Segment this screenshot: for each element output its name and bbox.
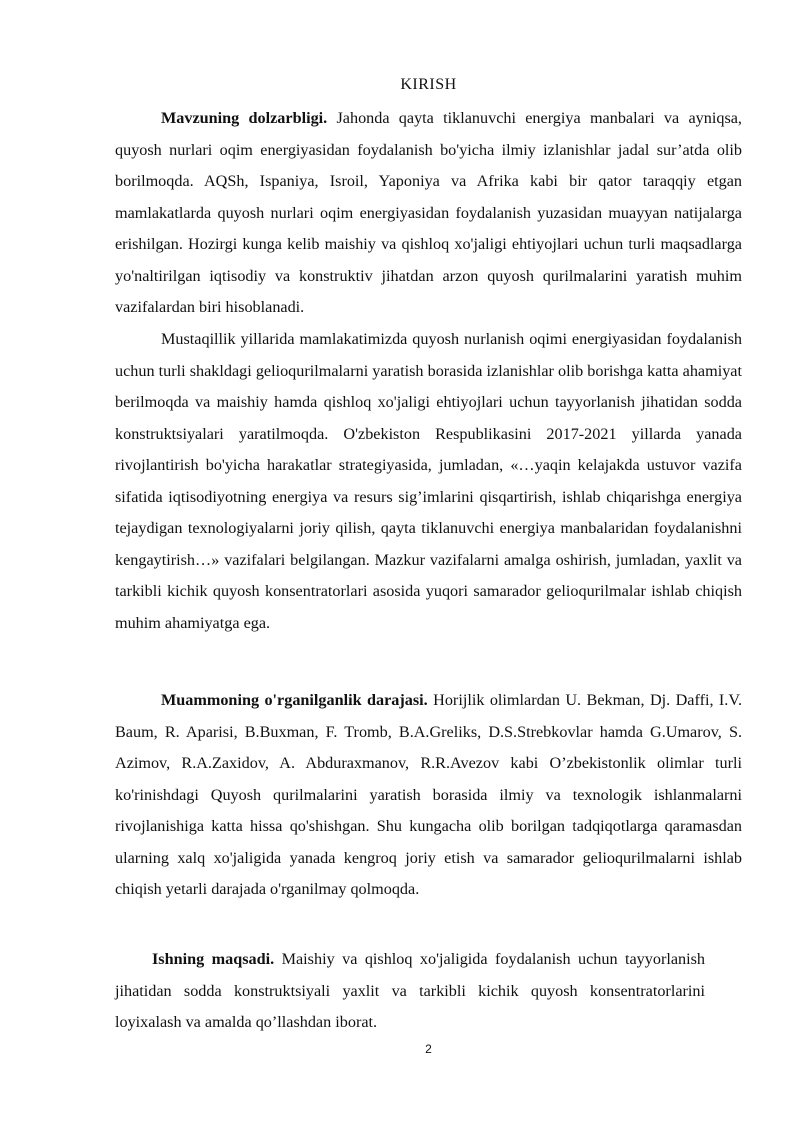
page-title: KIRISH	[400, 76, 457, 93]
paragraph-text: Jahonda qayta tiklanuvchi energiya manbalari va ayniqsa, quyosh nurlari oqim energiyasidan foydalanish bo'yicha ilmiy izlanishlar jadal sur’atda olib borilmoqda. AQSh, Ispaniya, Isroil, Yaponiya va Afrika kabi bir qator taraqqiy etgan mamlakatlarda quyosh nurlari oqim energiyasidan foydalanish yuzasidan muayyan natijalarga erishilgan. Hozirgi kunga kelib maishiy va qishloq xo'jaligi ehtiyojlari uchun turli maqsadlarga yo'naltirilgan iqtisodiy va konstruktiv jihatdan arzon quyosh qurilmalarini yaratish muhim vazifalardan biri hisoblanadi.	[115, 109, 742, 316]
page-number: 2	[425, 1042, 432, 1056]
paragraph-text: Mustaqillik yillarida mamlakatimizda quyosh nurlanish oqimi energiyasidan foydalanish uchun turli shakldagi gelioqurilmalarni yaratish borasida izlanishlar olib borishga katta ahamiyat berilmoqda va maishiy hamda qishloq xo'jaligi ehtiyojlari uchun tayyorlanish jihatidan sodda konstruktsiyalari yaratilmoqda. O'zbekiston Respublikasini 2017-2021 yillarda yanada rivojlantirish bo'yicha harakatlar strategiyasida, jumladan, «…yaqin kelajakda ustuvor vazifa sifatida iqtisodiyotning energiya va resurs sig’imlarini qisqartirish, ishlab chiqarishga energiya tejaydigan texnologiyalarni joriy qilish, qayta tiklanuvchi energiya manbalaridan foydalanishni kengaytirish…» vazifalari belgilangan. Mazkur vazifalarni amalga oshirish, jumladan, yaxlit va tarkibli kichik quyosh konsentratorlari asosida yuqori samarador gelioqurilmalar ishlab chiqish muhim ahamiyatga ega.	[115, 330, 742, 632]
paragraph-text: Maishiy va qishloq xo'jaligida foydalanish uchun tayyorlanish jihatidan sodda konstruktsiyali yaxlit va tarkibli kichik quyosh konsentratorlarini loyixalash va amalda qo’llashdan iborat.	[115, 950, 705, 1031]
paragraph-lead: Muammoning o'rganilganlik darajasi.	[161, 691, 428, 709]
paragraph-relevance	[115, 103, 742, 324]
paragraph-goal	[115, 944, 705, 1039]
paragraph-independence	[115, 324, 742, 639]
paragraph-lead: Mavzuning dolzarbligi.	[161, 109, 328, 127]
paragraph-lead: Ishning maqsadi.	[152, 950, 275, 968]
paragraph-text: Horijlik olimlardan U. Bekman, Dj. Daffi, I.V. Baum, R. Aparisi, B.Buxman, F. Tromb, B.A.Greliks, D.S.Strebkovlar hamda G.Umarov, S. Azimov, R.A.Zaxidov, A. Abduraxmanov, R.R.Avezov kabi O’zbekistonlik olimlar turli ko'rinishdagi Quyosh qurilmalarini yaratish borasida ilmiy va texnologik ishlanmalarni rivojlanishiga katta hissa qo'shishgan. Shu kungacha olib borilgan tadqiqotlarga qaramasdan ularning xalq xo'jaligida yanada kengroq joriy etish va samarador gelioqurilmalarni ishlab chiqish yetarli darajada o'rganilmay qolmoqda.	[115, 691, 743, 898]
paragraph-study-degree	[115, 685, 742, 906]
